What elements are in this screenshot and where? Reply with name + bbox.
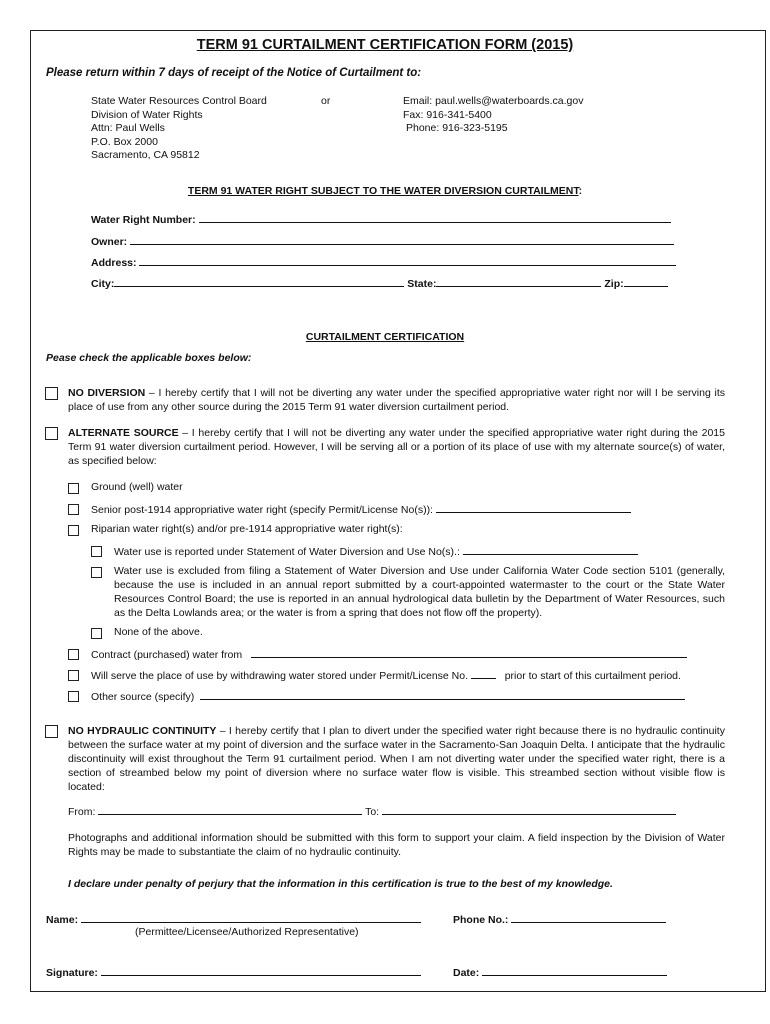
none-above-checkbox[interactable]	[91, 628, 102, 639]
water-right-number-row: Water Right Number:	[91, 212, 671, 226]
address-line: Division of Water Rights	[91, 108, 203, 121]
photos-note: Photographs and additional information should be submitted with this form to support your claim. A field inspection by the Division of Water Rights may be made to substantiate the claim of no hydraulic continuity.	[68, 832, 725, 858]
excluded-text: Water use is excluded from filing a Statement of Water Diversion and Use under California Water Code section 5101 (generally, because the use is included in an annual report submitted by a court-appointed watermaster to the court or the State Water Resources Control Board; the use is reported in an annual hydrological data bulletin by the Department of Water Resources, such as the Delta Lowlands area; or the water is from a spring that does not flow off the property).	[114, 565, 725, 619]
city-field[interactable]	[114, 276, 404, 287]
alternate-source-checkbox[interactable]	[45, 427, 58, 440]
phone-field[interactable]	[511, 912, 666, 923]
stored-water-row: Will serve the place of use by withdrawing water stored under Permit/License No. prior to start of this curtailment period.	[91, 670, 681, 682]
from-to-row: From: To:	[68, 804, 676, 818]
senior-right-checkbox[interactable]	[68, 504, 79, 515]
to-field[interactable]	[382, 804, 676, 815]
signature-field[interactable]	[101, 965, 421, 976]
reported-checkbox[interactable]	[91, 546, 102, 557]
statement-number-field[interactable]	[463, 544, 638, 555]
riparian-label: Riparian water right(s) and/or pre-1914 appropriative water right(s):	[91, 523, 403, 535]
alternate-source-text: ALTERNATE SOURCE – I hereby certify that I will not be diverting any water under the specified appropriative water right during the 2015 Term 91 water diversion curtailment period. However, I will be serving all or a portion of its place of use with my alternate source(s) of water, as specified below:	[68, 427, 725, 467]
from-field[interactable]	[98, 804, 362, 815]
perjury-declaration: I declare under penalty of perjury that the information in this certification is true to the best of my knowledge.	[68, 878, 613, 890]
senior-right-row: Senior post-1914 appropriative water right (specify Permit/License No(s)):	[91, 502, 631, 516]
stored-water-checkbox[interactable]	[68, 670, 79, 681]
date-field[interactable]	[482, 965, 667, 976]
check-instruction: Pease check the applicable boxes below:	[46, 352, 252, 364]
address-row: Address:	[91, 255, 676, 269]
ground-water-checkbox[interactable]	[68, 483, 79, 494]
address-line: P.O. Box 2000	[91, 135, 158, 148]
phone-text: Phone: 916-323-5195	[406, 122, 508, 134]
section1-heading: TERM 91 WATER RIGHT SUBJECT TO THE WATER DIVERSION CURTAILMENT:	[187, 185, 583, 197]
contract-source-field[interactable]	[251, 647, 687, 658]
water-right-number-field[interactable]	[199, 212, 671, 223]
state-field[interactable]	[436, 276, 601, 287]
name-row: Name:	[46, 912, 421, 926]
ground-water-label: Ground (well) water	[91, 481, 183, 493]
stored-permit-field[interactable]	[471, 668, 496, 679]
no-diversion-text: NO DIVERSION – I hereby certify that I will not be diverting any water under the specified appropriative water right nor will I be serving its place of use from any other source during the 2015 Term 91 water diversion curtailment period.	[68, 387, 725, 413]
return-notice: Please return within 7 days of receipt of the Notice of Curtailment to:	[46, 67, 422, 79]
other-source-row: Other source (specify)	[91, 689, 685, 703]
address-line: State Water Resources Control Board	[91, 95, 267, 107]
contract-water-checkbox[interactable]	[68, 649, 79, 660]
no-hydraulic-continuity-checkbox[interactable]	[45, 725, 58, 738]
zip-field[interactable]	[624, 276, 668, 287]
or-label: or	[321, 95, 331, 107]
name-caption: (Permittee/Licensee/Authorized Representative)	[135, 926, 359, 938]
section2-heading: CURTAILMENT CERTIFICATION	[305, 331, 465, 343]
none-above-label: None of the above.	[114, 626, 203, 638]
signature-row: Signature:	[46, 965, 421, 979]
form-title: TERM 91 CURTAILMENT CERTIFICATION FORM (2015)	[196, 37, 574, 53]
excluded-checkbox[interactable]	[91, 567, 102, 578]
date-row: Date:	[453, 965, 667, 979]
owner-field[interactable]	[130, 234, 674, 245]
phone-row: Phone No.:	[453, 912, 666, 926]
address-line: Attn: Paul Wells	[91, 122, 165, 134]
address-line: Sacramento, CA 95812	[91, 149, 200, 161]
fax-text: Fax: 916-341-5400	[403, 108, 492, 121]
contract-water-row: Contract (purchased) water from	[91, 647, 687, 661]
no-hydraulic-continuity-text: NO HYDRAULIC CONTINUITY – I hereby certify that I plan to divert under the specified water right because there is no hydraulic continuity between the surface water at my point of diversion and the surface water in the Sacramento-San Joaquin Delta. I anticipate that the hydraulic discontinuity will exist throughout the Term 91 curtailment period. When I am not diverting water under the specified water right, there is a section of streambed below my point of diversion where no surface water flow is visible. This streambed section without visible flow is located:	[68, 725, 725, 793]
no-diversion-checkbox[interactable]	[45, 387, 58, 400]
name-field[interactable]	[81, 912, 421, 923]
mailing-address	[91, 95, 267, 163]
contact-info	[403, 95, 584, 136]
other-source-field[interactable]	[200, 689, 685, 700]
address-field[interactable]	[139, 255, 676, 266]
other-source-checkbox[interactable]	[68, 691, 79, 702]
reported-row: Water use is reported under Statement of Water Diversion and Use No(s).:	[114, 544, 638, 558]
city-state-zip-row: City: State: Zip:	[91, 276, 668, 290]
senior-permit-field[interactable]	[436, 502, 631, 513]
email-text: Email: paul.wells@waterboards.ca.gov	[403, 95, 584, 107]
riparian-checkbox[interactable]	[68, 525, 79, 536]
owner-row: Owner:	[91, 234, 674, 248]
